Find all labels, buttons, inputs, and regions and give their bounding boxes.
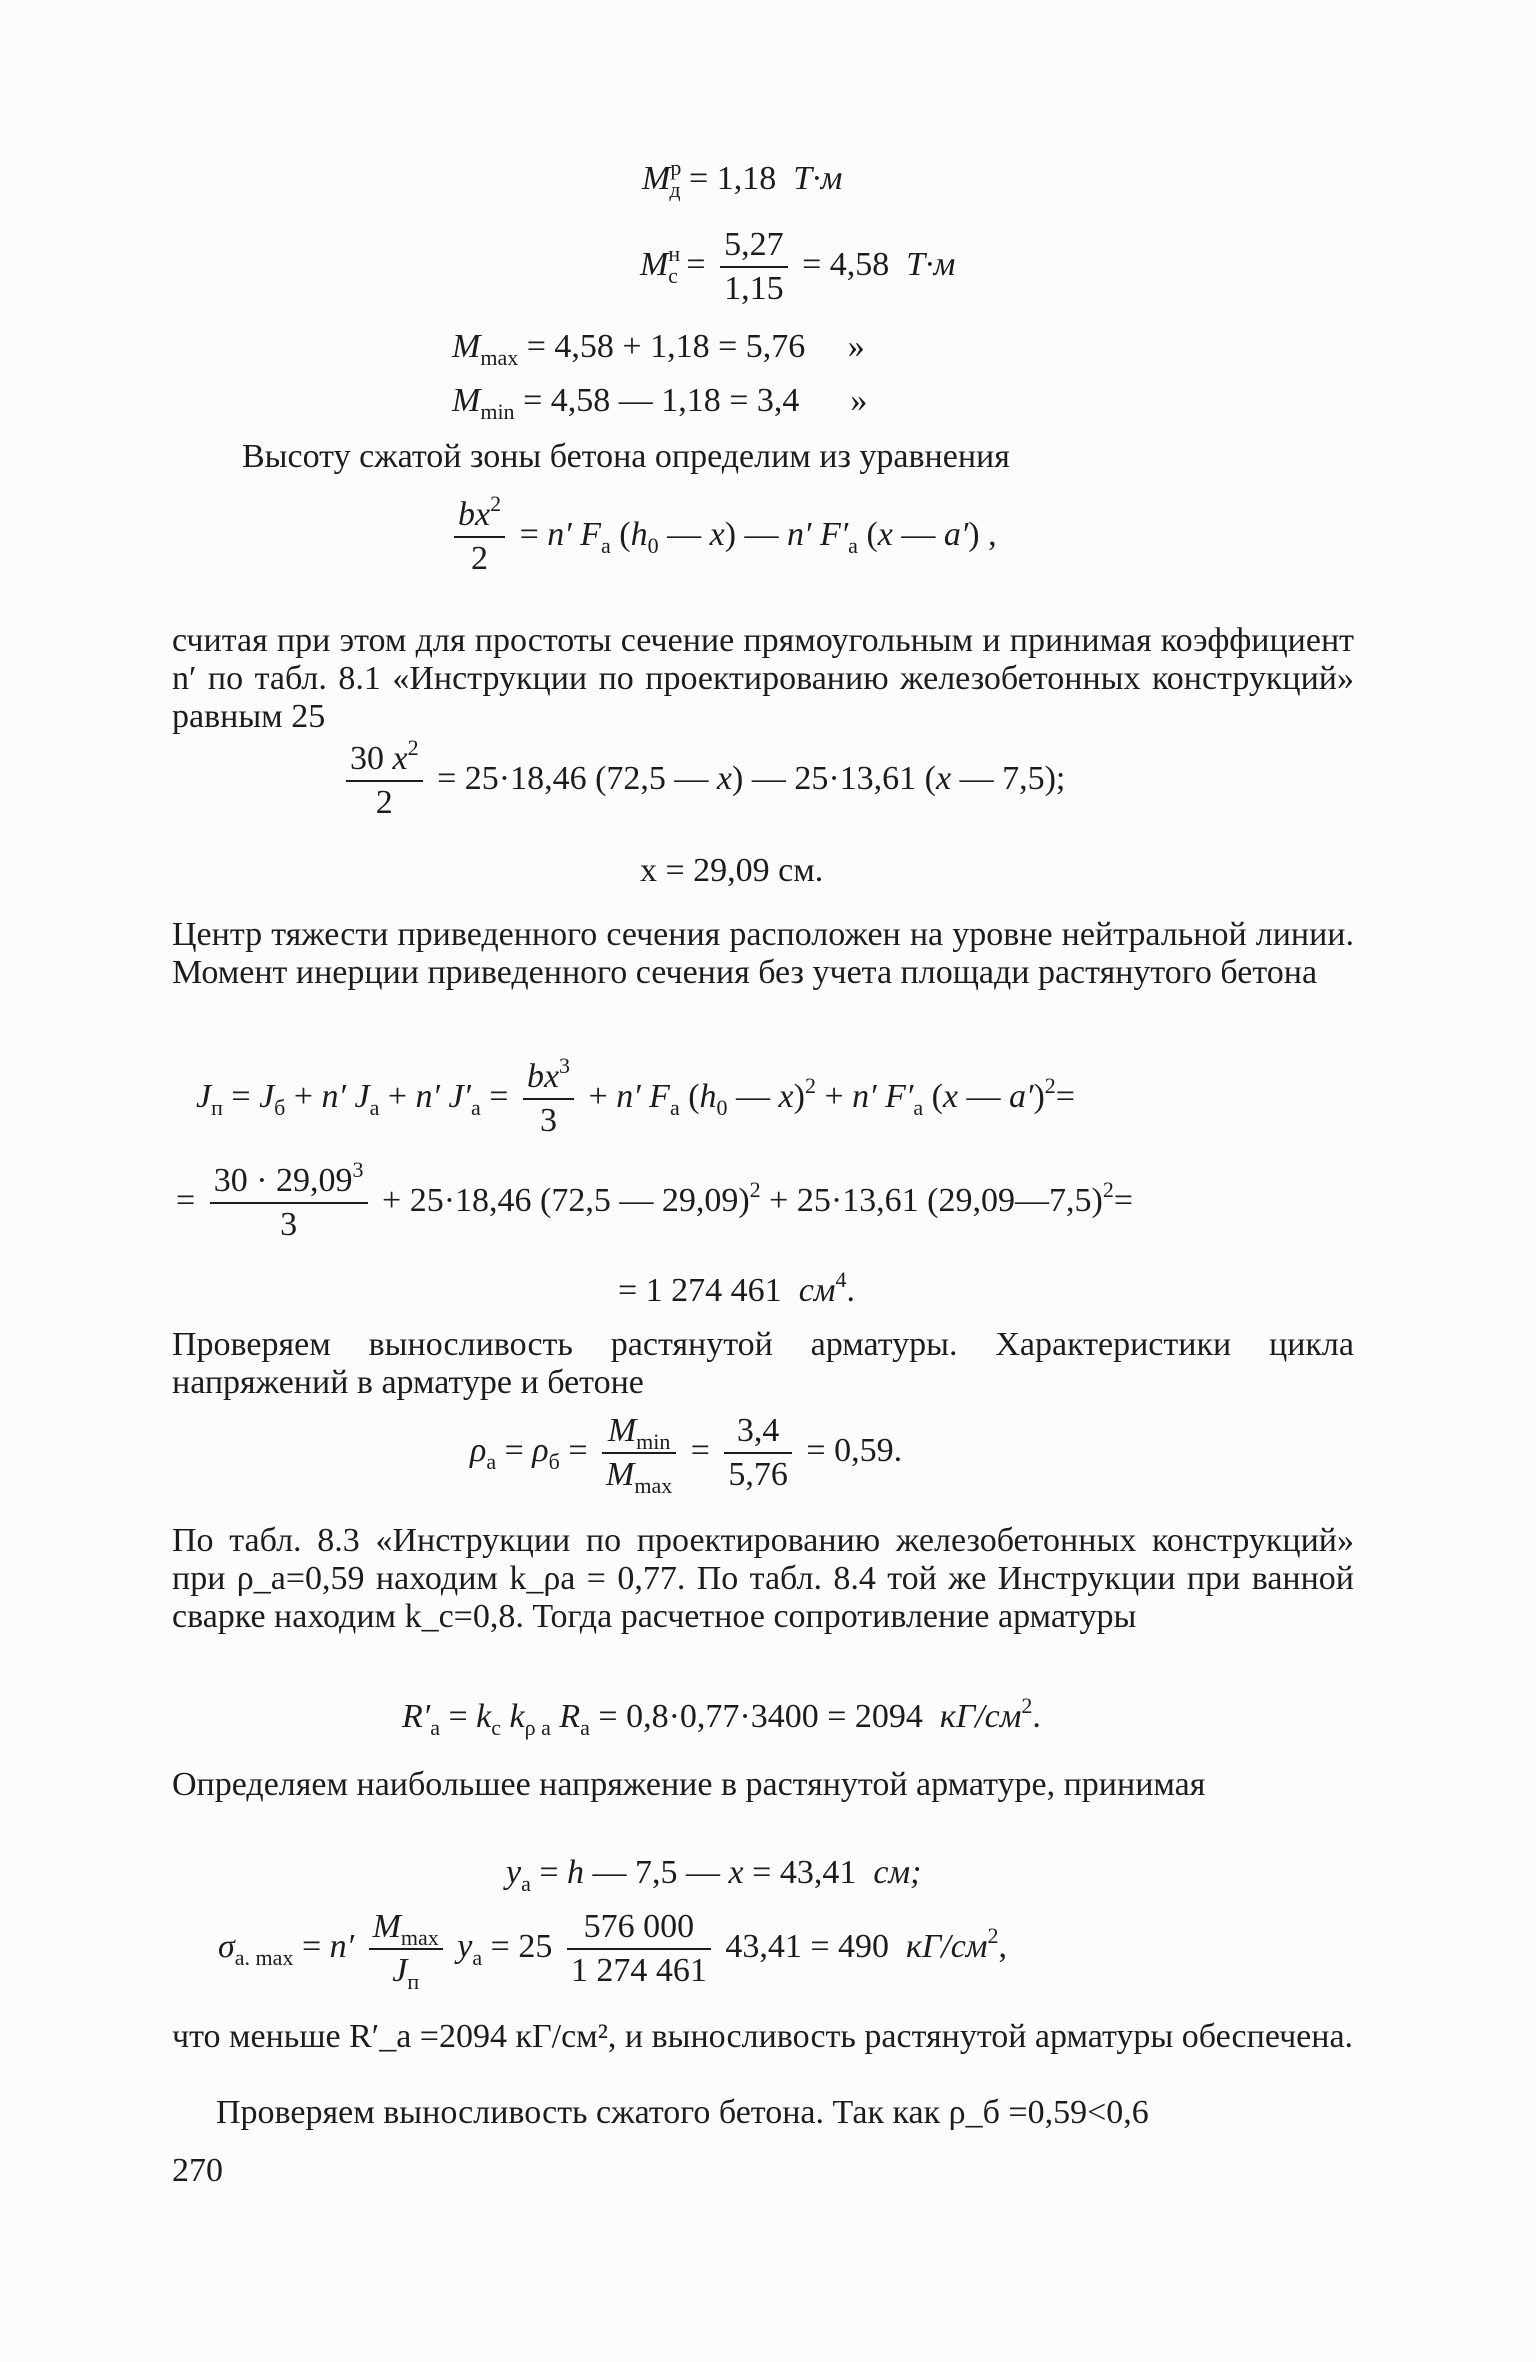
paragraph-1: Высоту сжатой зоны бетона определим из уравнения bbox=[242, 438, 1010, 475]
paragraph-2: считая при этом для простоты сечение прямоугольным и принимая коэффициент n′ по табл. 8.1 «Инструкции по проектированию железобетонных конструкций» равным 25 bbox=[172, 622, 1354, 735]
page-number: 270 bbox=[172, 2152, 223, 2189]
formula-rho-render: $\rho_a = \rho_б$ = $\frac{M_{min}}{M_{max}}$ = $\frac{3,4}{5,76}$ = 0,59. bbox=[470, 1412, 903, 1498]
formula-inertia-render: $J_п = J_б + n'$ $J_a + n'$ $J'_a$ = $\frac{bx^3}{3}$ + n′ $F_a$ ($h_0$ — x)$^2$ + n′ $F'_a$ (x — a′)$^2$= bbox=[196, 1053, 1075, 1139]
formula-compressed-zone-render: $\frac{bx^2}{2}$ = n′ $F_a$ ($h_0$ — x) — n′ $F'_a$ (x — a′) , bbox=[448, 498, 997, 576]
paragraph-5: По табл. 8.3 «Инструкции по проектированию железобетонных конструкций» при ρ_a=0,59 находим k_ρa = 0,77. По табл. 8.4 той же Инструкции при ванной сварке находим k_c=0,8. Тогда расчетное сопротивление арматуры bbox=[172, 1522, 1354, 1635]
paragraph-4: Проверяем выносливость растянутой арматуры. Характеристики цикла напряжений в арматуре и бетоне bbox=[172, 1326, 1354, 1401]
paragraph-7: что меньше R′_a =2094 кГ/см², и выносливость растянутой арматуры обеспечена. bbox=[172, 2018, 1354, 2055]
formula-m-d-render: $M^р_д = 1,18$ Т·м bbox=[642, 155, 843, 202]
formula-30x2-render: $\frac{30 x^2}{2}$ = 25·18,46 (72,5 — x) — 25·13,61 (x — 7,5); bbox=[340, 742, 1065, 820]
formula-ya-render: $y_a = h$ — 7,5 — x = 43,41 см; bbox=[506, 1854, 922, 1896]
formula-inertia-calc-render: = $\frac{30 \cdot 29,09^3}{3}$ + 25·18,46 (72,5 — 29,09)$^2$ + 25·13,61 (29,09—7,5)$^2$= bbox=[176, 1157, 1134, 1243]
formula-inertia-result-render: = 1 274 461 $см^4$. bbox=[618, 1267, 855, 1309]
formula-x: x = 29,09 см. bbox=[640, 852, 824, 889]
formula-sigma-render: $\sigma_{a. max} = n'$ $\frac{M_{max}}{J_п}$ $y_a = 25$ $\frac{576 000}{1 274 461}$ 43,41 = 490 $кГ/см^2$, bbox=[218, 1908, 1007, 1994]
paragraph-6: Определяем наибольшее напряжение в растянутой арматуре, принимая bbox=[172, 1766, 1206, 1803]
formula-m-min-render: $M_{min} = 4,58$ — 1,18 = 3,4 » bbox=[452, 382, 868, 424]
formula-m-c-render: $M^н_с$ = $\frac{5,27}{1,15}$ = 4,58 Т·м bbox=[640, 226, 956, 307]
paragraph-3: Центр тяжести приведенного сечения расположен на уровне нейтральной линии. Момент инерции приведенного сечения без учета площади растянутого бетона bbox=[172, 916, 1354, 991]
paragraph-8: Проверяем выносливость сжатого бетона. Так как ρ_б =0,59<0,6 bbox=[216, 2094, 1149, 2131]
formula-m-max-render: $M_{max} = 4,58 + 1,18 = 5,76$ » bbox=[452, 328, 865, 370]
formula-resistance-render: $R'_a = k_c$ $k_{\rho a}$ $R_a = 0,8\cdot 0,77\cdot 3400 = 2094$ $кГ/см^2$. bbox=[402, 1693, 1041, 1740]
